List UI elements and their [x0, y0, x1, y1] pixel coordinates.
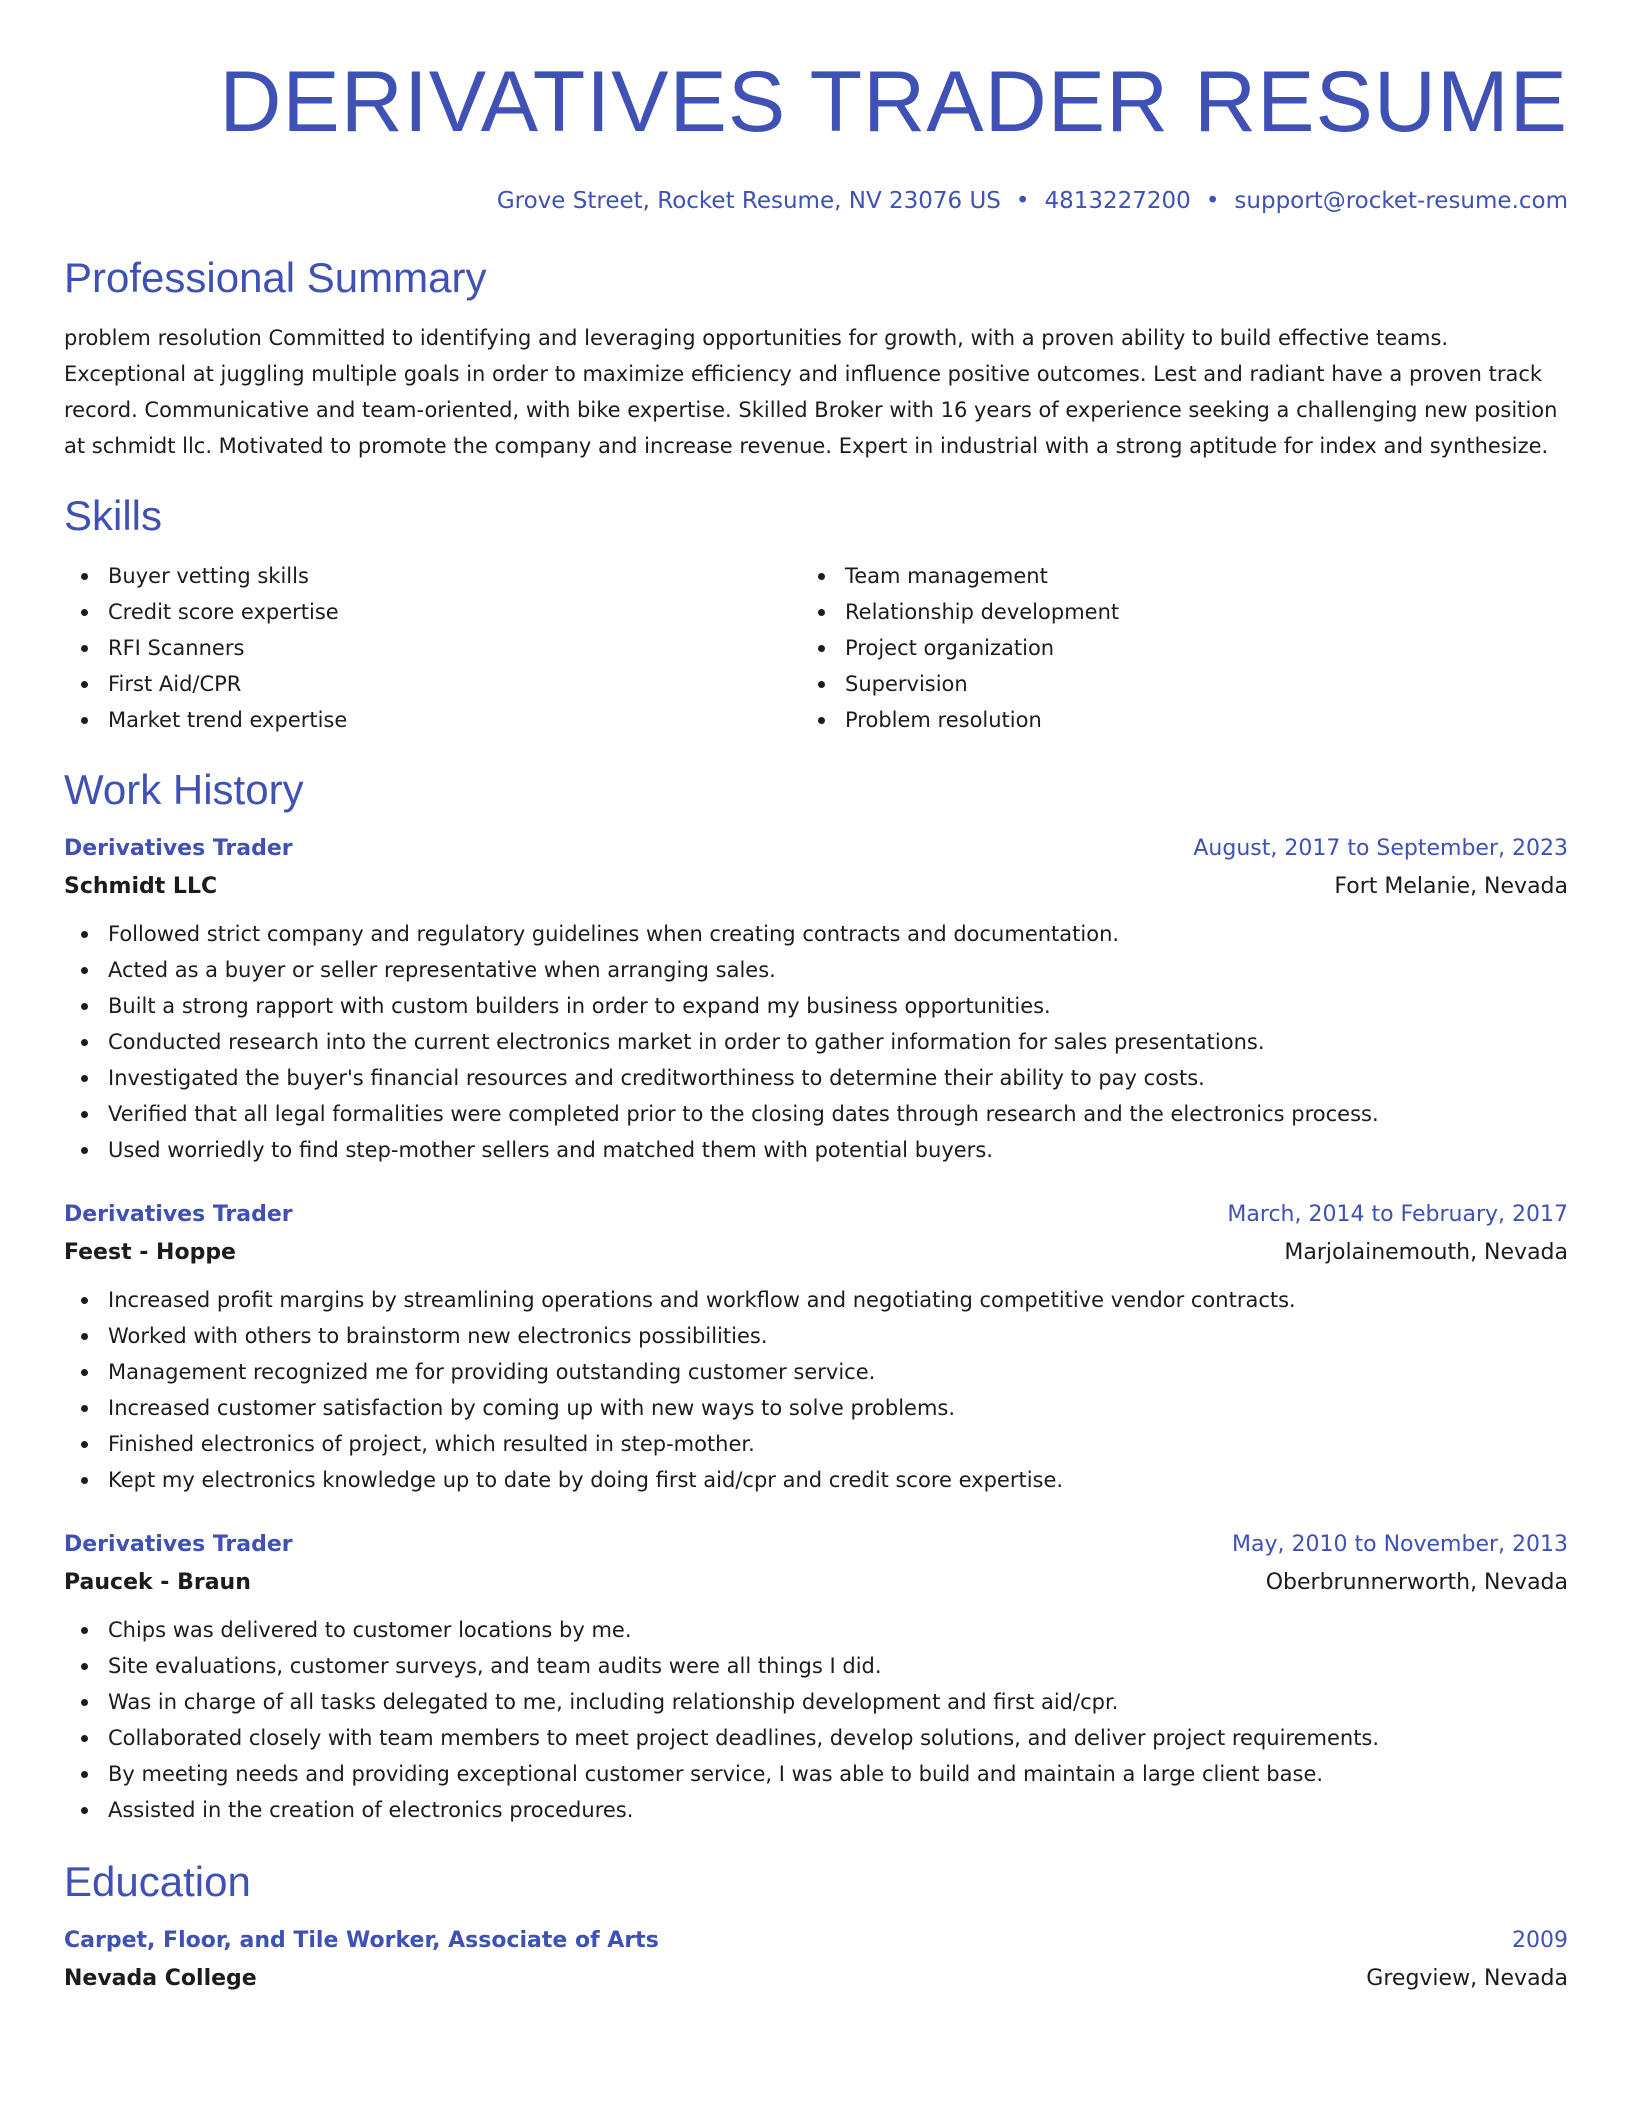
job-bullets [64, 916, 1568, 1168]
skill-item: Market trend expertise [64, 702, 801, 738]
job-location: Fort Melanie, Nevada [1334, 874, 1568, 899]
summary-heading: Professional Summary [64, 254, 487, 301]
skills-column-right [801, 558, 1538, 738]
job-bullet: Increased profit margins by streamlining operations and workflow and negotiating competitive vendor contracts. [64, 1282, 1568, 1318]
education-location: Gregview, Nevada [1366, 1966, 1568, 1991]
job-bullet: Acted as a buyer or seller representative when arranging sales. [64, 952, 1568, 988]
skill-item: RFI Scanners [64, 630, 801, 666]
skills-column-left [64, 558, 801, 738]
job-role: Derivatives Trader [64, 1532, 293, 1557]
skill-item: Project organization [801, 630, 1538, 666]
job-company: Feest - Hoppe [64, 1240, 236, 1265]
education-year: 2009 [1512, 1928, 1568, 1953]
job-company: Schmidt LLC [64, 874, 218, 899]
skill-item: Credit score expertise [64, 594, 801, 630]
resume-title: DERIVATIVES TRADER RESUME [219, 54, 1568, 150]
phone: 4813227200 [1044, 188, 1191, 214]
education-school: Nevada College [64, 1966, 257, 1991]
job-entry [64, 1526, 1568, 1828]
job-bullet: Conducted research into the current electronics market in order to gather information for sales presentations. [64, 1024, 1568, 1060]
skill-item: Team management [801, 558, 1538, 594]
job-company: Paucek - Braun [64, 1570, 251, 1595]
contact-separator: • [1015, 188, 1030, 214]
job-bullet: Investigated the buyer's financial resources and creditworthiness to determine their ability to pay costs. [64, 1060, 1568, 1096]
job-entry [64, 830, 1568, 1168]
job-bullets [64, 1282, 1568, 1498]
job-bullet: Management recognized me for providing outstanding customer service. [64, 1354, 1568, 1390]
job-bullet: Chips was delivered to customer locations by me. [64, 1612, 1568, 1648]
job-bullet: Was in charge of all tasks delegated to me, including relationship development and first aid/cpr. [64, 1684, 1568, 1720]
skill-item: Relationship development [801, 594, 1538, 630]
summary-text: problem resolution Committed to identifying and leveraging opportunities for growth, with a proven ability to build effective teams. Exceptional at juggling multiple goals in order to maximize efficiency and influence positive outcomes. Lest and radiant have a proven track record. Communicative and team-oriented, with bike expertise. Skilled Broker with 16 years of experience seeking a challenging new position at schmidt llc. Motivated to promote the company and increase revenue. Expert in industrial with a strong aptitude for index and synthesize. [64, 326, 1558, 458]
skill-item: Problem resolution [801, 702, 1538, 738]
skill-item: Supervision [801, 666, 1538, 702]
resume-header [64, 50, 1568, 218]
job-dates: May, 2010 to November, 2013 [1232, 1532, 1568, 1557]
job-bullets [64, 1612, 1568, 1828]
skills-heading: Skills [64, 492, 163, 539]
job-location: Marjolainemouth, Nevada [1284, 1240, 1568, 1265]
job-role: Derivatives Trader [64, 1202, 293, 1227]
job-bullet: Collaborated closely with team members to meet project deadlines, develop solutions, and deliver project requirements. [64, 1720, 1568, 1756]
job-bullet: Built a strong rapport with custom builders in order to expand my business opportunities. [64, 988, 1568, 1024]
education-heading: Education [64, 1858, 251, 1905]
job-bullet: Used worriedly to find step-mother sellers and matched them with potential buyers. [64, 1132, 1568, 1168]
contact-line [64, 184, 1568, 218]
job-bullet: Worked with others to brainstorm new electronics possibilities. [64, 1318, 1568, 1354]
job-dates: March, 2014 to February, 2017 [1227, 1202, 1568, 1227]
job-bullet: Increased customer satisfaction by coming up with new ways to solve problems. [64, 1390, 1568, 1426]
skill-item: First Aid/CPR [64, 666, 801, 702]
address: Grove Street, Rocket Resume, NV 23076 US [496, 188, 1001, 214]
job-bullet: By meeting needs and providing exceptional customer service, I was able to build and maintain a large client base. [64, 1756, 1568, 1792]
education-degree: Carpet, Floor, and Tile Worker, Associate of Arts [64, 1928, 659, 1953]
job-bullet: Site evaluations, customer surveys, and team audits were all things I did. [64, 1648, 1568, 1684]
education-entry [64, 1922, 1568, 1998]
contact-separator: • [1205, 188, 1220, 214]
skill-item: Buyer vetting skills [64, 558, 801, 594]
skills-list [64, 558, 1568, 738]
job-dates: August, 2017 to September, 2023 [1193, 836, 1568, 861]
job-role: Derivatives Trader [64, 836, 293, 861]
job-bullet: Followed strict company and regulatory guidelines when creating contracts and documentation. [64, 916, 1568, 952]
work-history-heading: Work History [64, 766, 304, 813]
job-location: Oberbrunnerworth, Nevada [1265, 1570, 1568, 1595]
job-bullet: Kept my electronics knowledge up to date by doing first aid/cpr and credit score expertise. [64, 1462, 1568, 1498]
job-entry [64, 1196, 1568, 1498]
job-bullet: Assisted in the creation of electronics procedures. [64, 1792, 1568, 1828]
job-bullet: Finished electronics of project, which resulted in step-mother. [64, 1426, 1568, 1462]
email: support@rocket-resume.com [1234, 188, 1568, 214]
job-bullet: Verified that all legal formalities were completed prior to the closing dates through research and the electronics process. [64, 1096, 1568, 1132]
